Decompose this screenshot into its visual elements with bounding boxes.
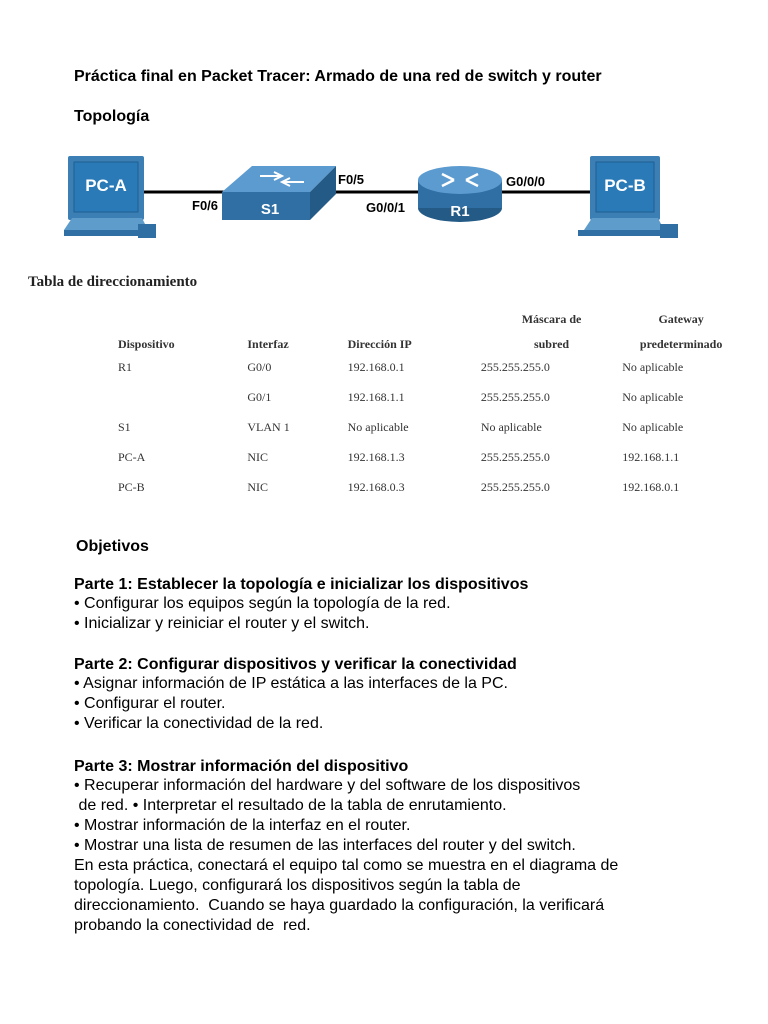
table-row [100,352,740,382]
cell-ip: No aplicable [347,419,409,434]
cell-ip: 192.168.0.3 [347,479,405,494]
label-pc-a: PC-A [85,176,127,195]
cell-mask: 255.255.255.0 [480,449,550,464]
part1-section [74,576,714,634]
table-row [100,382,740,412]
port-f05: F0/5 [338,172,365,187]
header-mask [481,312,622,352]
cell-device: R1 [118,359,133,374]
port-f06: F0/6 [192,198,219,213]
cell-mask: No aplicable [480,419,542,434]
topology-heading: Topología [74,108,150,125]
pc-a-icon [64,156,156,238]
cell-mask: 255.255.255.0 [480,359,550,374]
cell-device: PC-B [118,479,145,494]
cell-gateway: No aplicable [622,419,684,434]
cell-device [100,382,247,412]
cell-gateway: 192.168.0.1 [622,479,680,494]
part1-title: Parte 1: Establecer la topología e inicializar los dispositivos [74,576,529,593]
table-row [100,472,740,502]
addressing-table-heading: Tabla de direccionamiento [28,274,198,290]
cell-gateway: No aplicable [622,359,684,374]
cell-device: PC-A [118,449,146,464]
table-row [100,412,740,442]
label-s1: S1 [260,201,280,218]
part3-item: de red. • Interpretar el resultado de la tabla de enrutamiento. [74,797,507,814]
port-g000: G0/0/0 [506,174,546,189]
header-mask-line1: Máscara de [521,312,582,326]
header-gateway [622,312,740,352]
cell-interface: G0/0 [247,359,272,374]
pc-b-icon [578,156,678,238]
part2-title: Parte 2: Configurar dispositivos y verificar la conectividad [74,656,517,673]
part3-item: • Mostrar una lista de resumen de las interfaces del router y del switch. [74,837,576,854]
cell-gateway: No aplicable [622,389,684,404]
label-pc-b: PC-B [604,176,646,195]
part3-item: • Recuperar información del hardware y del software de los dispositivos [74,777,581,794]
cell-interface: NIC [247,449,269,464]
cell-mask: 255.255.255.0 [480,479,550,494]
cell-gateway: 192.168.1.1 [622,449,680,464]
part3-item: • Mostrar información de la interfaz en el router. [74,817,411,834]
cell-ip: 192.168.1.1 [347,389,405,404]
part2-section [74,656,714,734]
intro-line: topología. Luego, configurará los dispositivos según la tabla de [74,877,521,894]
objectives-heading: Objetivos [76,538,149,555]
header-gateway-line1: Gateway [658,312,704,326]
part1-item: • Inicializar y reiniciar el router y el switch. [74,615,370,632]
addressing-table [100,312,740,502]
port-g001: G0/0/1 [366,200,406,215]
part1-item: • Configurar los equipos según la topología de la red. [74,595,451,612]
header-ip: Dirección IP [347,337,412,351]
cell-ip: 192.168.1.3 [347,449,405,464]
intro-line: direccionamiento. Cuando se haya guardado la configuración, la verificará [74,897,605,914]
header-gateway-line2: predeterminado [639,337,723,351]
intro-line: probando la conectividad de red. [74,917,311,934]
cell-mask: 255.255.255.0 [480,389,550,404]
cell-interface: G0/1 [247,389,272,404]
table-header-row [100,312,740,352]
label-r1: R1 [450,203,470,220]
cell-interface: NIC [247,479,269,494]
header-mask-line2: subred [533,337,570,351]
cell-interface: VLAN 1 [247,419,290,434]
cell-device: S1 [118,419,131,434]
intro-line: En esta práctica, conectará el equipo tal como se muestra en el diagrama de [74,857,619,874]
cell-ip: 192.168.0.1 [347,359,405,374]
table-row [100,442,740,472]
topology-diagram [60,150,700,245]
part2-item: • Verificar la conectividad de la red. [74,715,324,732]
header-interface: Interfaz [247,337,289,351]
part3-section [74,758,714,936]
part2-item: • Configurar el router. [74,695,226,712]
header-device: Dispositivo [118,337,175,351]
page-title: Práctica final en Packet Tracer: Armado de una red de switch y router [74,68,602,85]
part2-item: • Asignar información de IP estática a las interfaces de la PC. [74,675,508,692]
part3-title: Parte 3: Mostrar información del dispositivo [74,758,409,775]
